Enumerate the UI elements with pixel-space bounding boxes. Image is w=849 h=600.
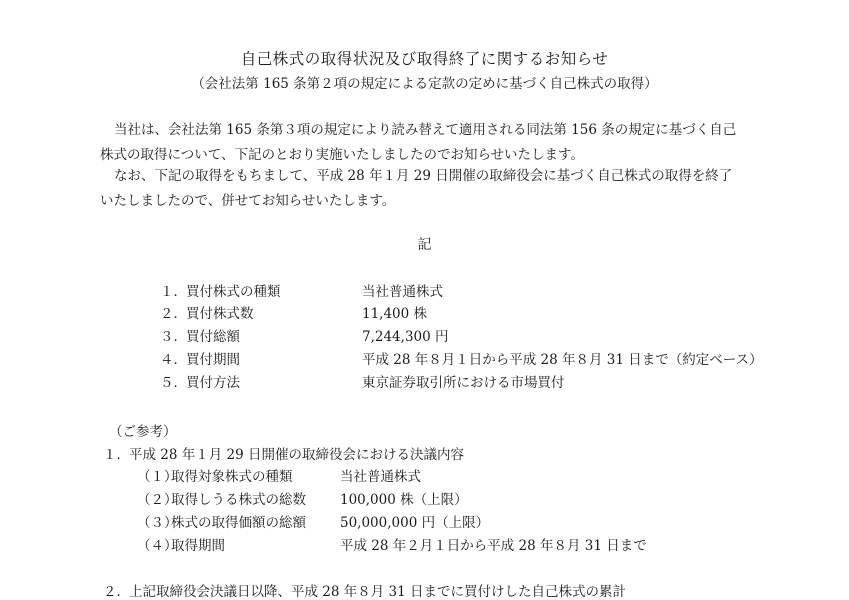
row-label: 取得期間	[171, 538, 225, 554]
item-label: 買付期間	[186, 352, 240, 368]
reference-section-1-heading	[103, 443, 464, 463]
item-label: 買付株式の種類	[186, 284, 281, 300]
row-number: （１）	[137, 469, 178, 485]
item-value: 東京証券取引所における市場買付	[362, 375, 565, 391]
paragraph-line: 株式の取得について、下記のとおり実施いたしましたのでお知らせいたします。	[100, 147, 584, 163]
list-item	[160, 303, 427, 325]
section-number: ２．	[103, 584, 130, 600]
item-number: ２．	[160, 306, 187, 322]
reference-section-2-heading	[103, 580, 626, 600]
row-value: 50,000,000 円（上限）	[340, 515, 490, 531]
item-value: 平成 28 年８月１日から平成 28 年８月 31 日まで（約定ベース）	[362, 352, 763, 368]
paragraph-line: 当社は、会社法第 165 条第３項の規定により読み替えて適用される同法第 156 条の規定に基づく自己	[114, 122, 737, 138]
list-item	[160, 281, 443, 303]
list-item	[160, 349, 763, 371]
list-item	[160, 372, 565, 394]
item-value: 当社普通株式	[362, 284, 443, 300]
item-number: ５．	[160, 375, 187, 391]
item-number: ４．	[160, 352, 187, 368]
item-label: 買付総額	[186, 329, 240, 345]
row-value: 100,000 株（上限）	[340, 492, 468, 508]
ki-heading: 記	[417, 237, 432, 253]
row-label: 取得対象株式の種類	[171, 469, 293, 485]
table-row	[137, 489, 468, 511]
item-number: １．	[160, 284, 187, 300]
row-value: 当社普通株式	[340, 469, 421, 485]
section-title: 上記取締役会決議日以降、平成 28 年８月 31 日までに買付けした自己株式の累計	[129, 584, 627, 600]
paragraph-line: いたしましたので、併せてお知らせいたします。	[100, 193, 396, 209]
termination-paragraph	[100, 164, 760, 214]
section-title: 平成 28 年１月 29 日開催の取締役会における決議内容	[129, 447, 465, 463]
list-item	[160, 326, 449, 348]
item-label: 買付方法	[186, 375, 240, 391]
row-label: 取得しうる株式の総数	[171, 492, 306, 508]
document-title: 自己株式の取得状況及び取得終了に関するお知らせ	[240, 50, 609, 68]
reference-heading: （ご参考）	[109, 424, 177, 440]
item-label: 買付株式数	[186, 306, 254, 322]
item-value: 11,400 株	[362, 306, 428, 322]
table-row	[137, 466, 421, 488]
row-value: 平成 28 年２月１日から平成 28 年８月 31 日まで	[340, 538, 647, 554]
intro-paragraph	[100, 118, 760, 168]
row-label: 株式の取得価額の総額	[171, 515, 306, 531]
row-number: （２）	[137, 492, 178, 508]
section-number: １．	[103, 447, 130, 463]
item-number: ３．	[160, 329, 187, 345]
paragraph-line: なお、下記の取得をもちまして、平成 28 年１月 29 日開催の取締役会に基づく自己株式の取得を終了	[114, 168, 733, 184]
table-row	[137, 512, 489, 534]
table-row	[137, 535, 647, 557]
document-subtitle: （会社法第 165 条第２項の規定による定款の定めに基づく自己株式の取得）	[191, 76, 658, 92]
row-number: （４）	[137, 538, 178, 554]
item-value: 7,244,300 円	[362, 329, 449, 345]
row-number: （３）	[137, 515, 178, 531]
